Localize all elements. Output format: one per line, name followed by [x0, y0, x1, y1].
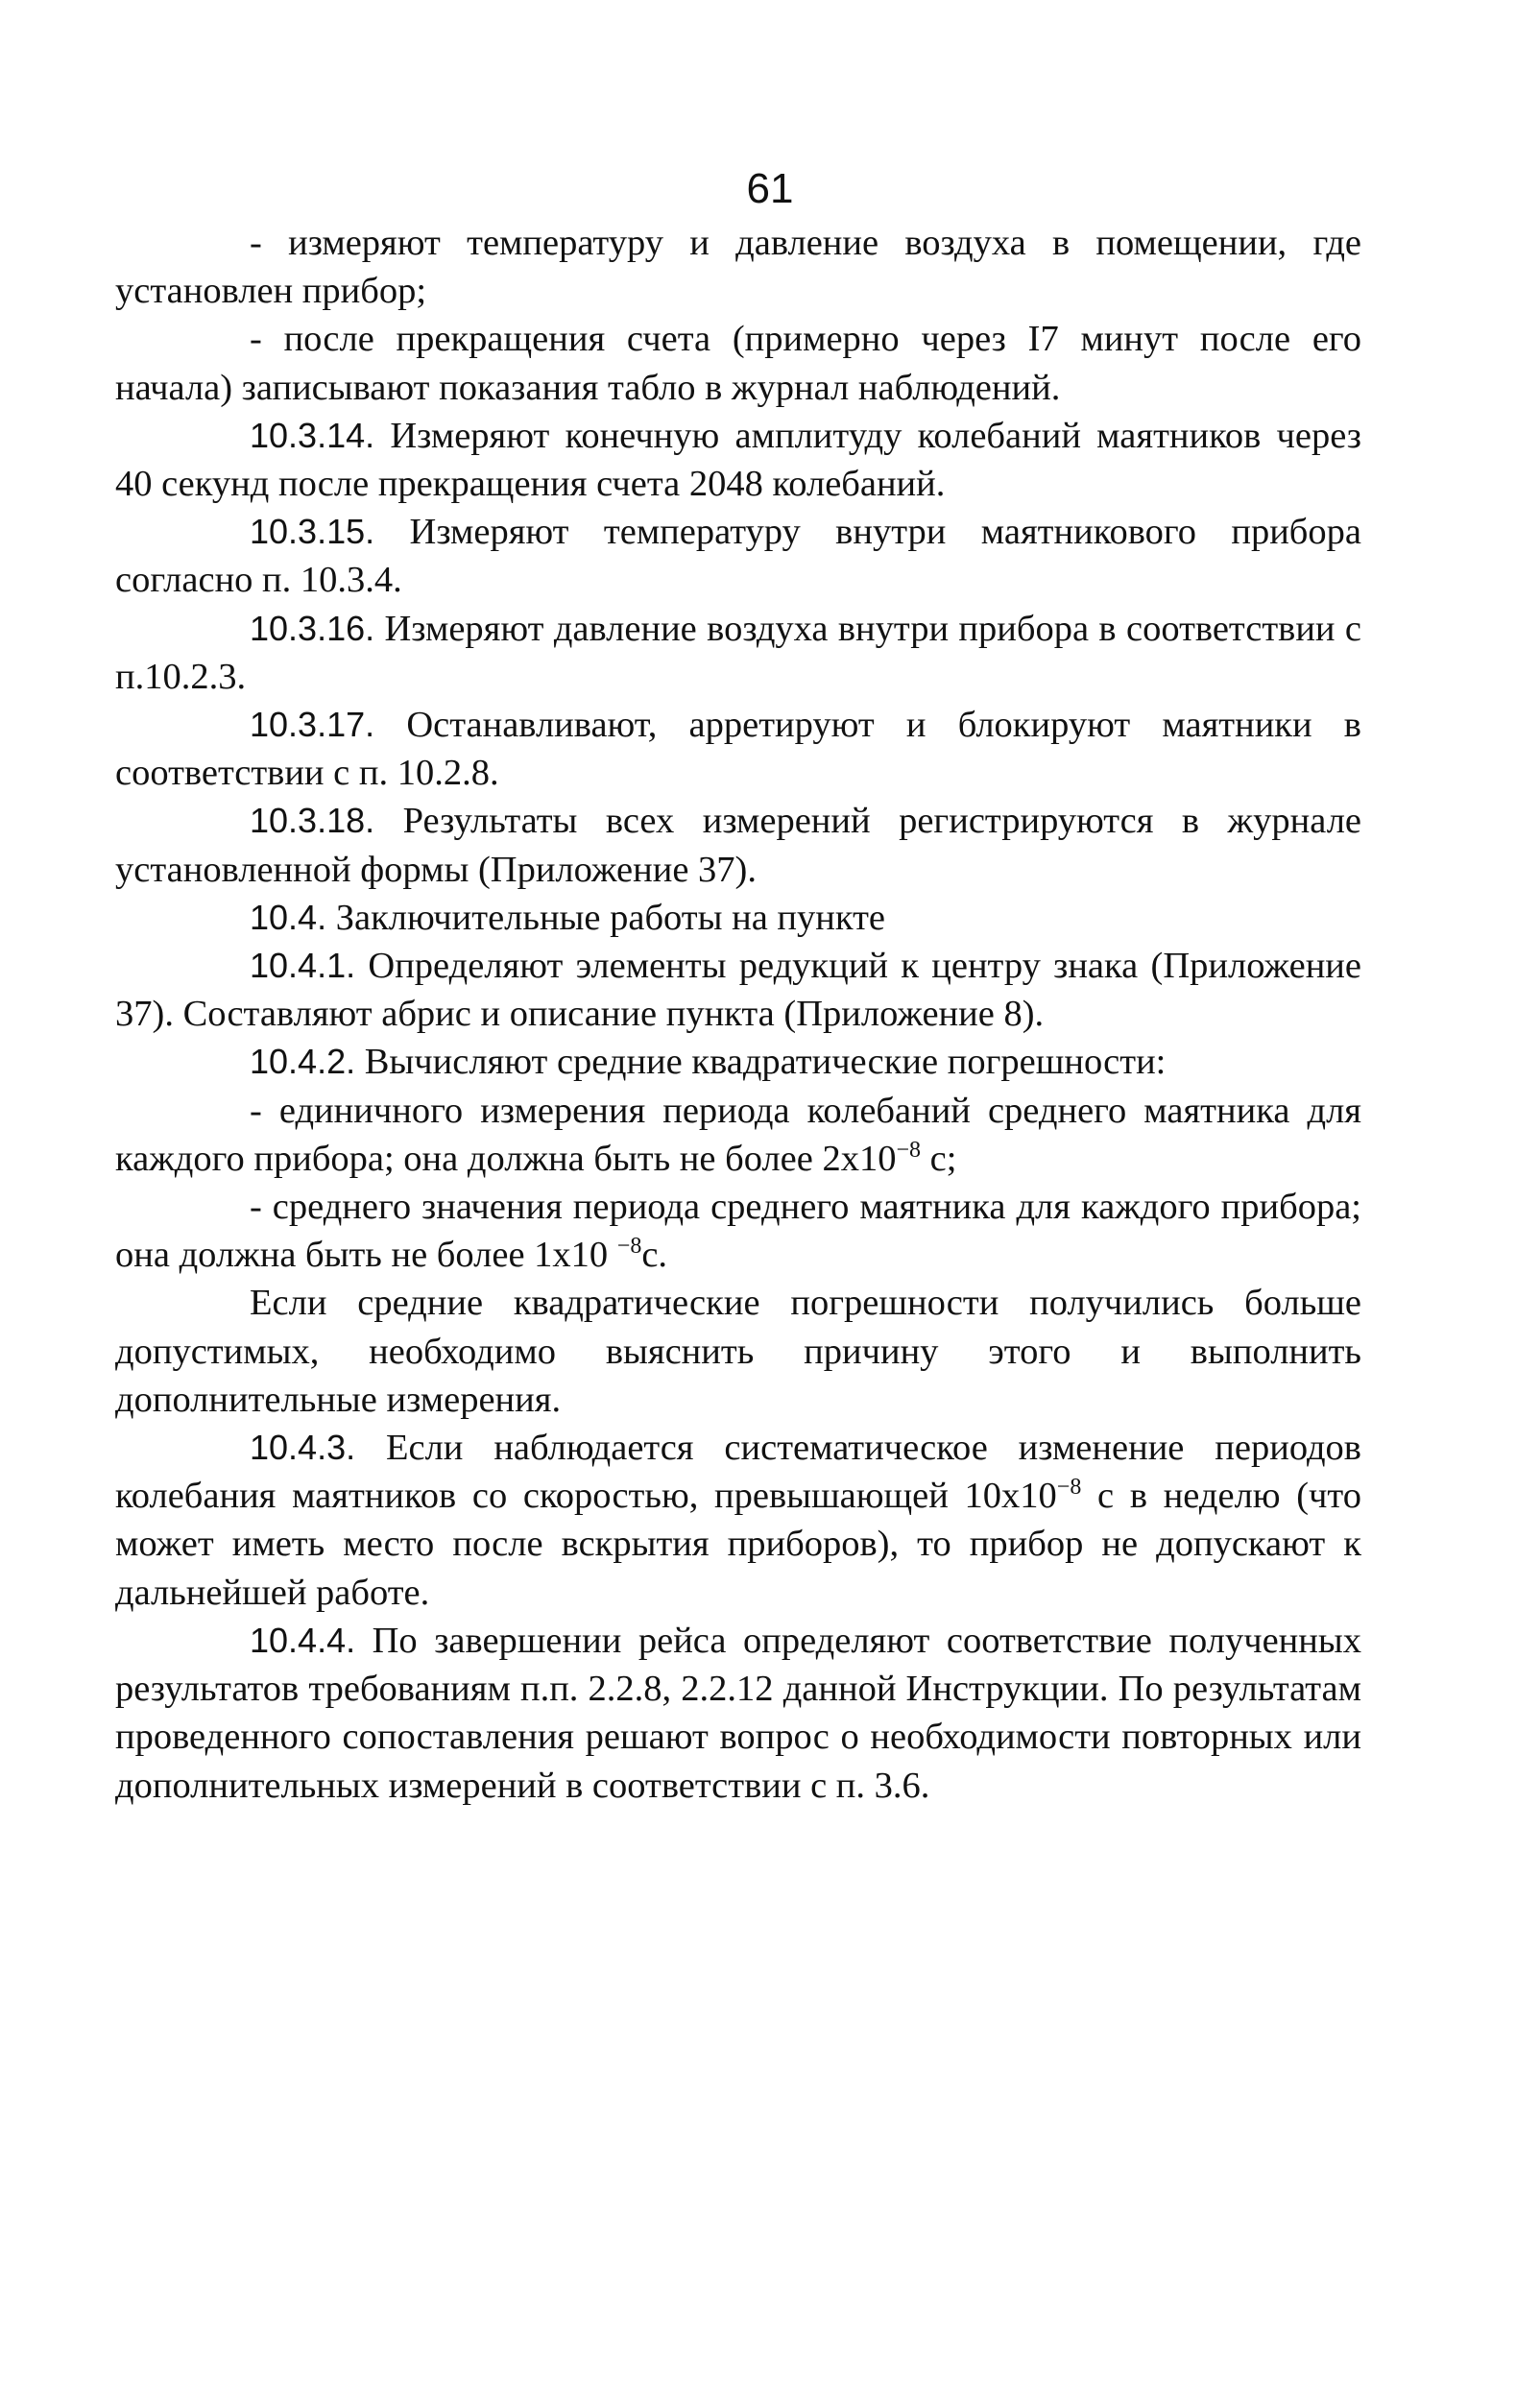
section-number: 10.3.17.: [250, 705, 375, 745]
paragraph: 10.3.15. Измеряют температуру внутри маятникового прибора согласно п. 10.3.4.: [115, 512, 1361, 601]
exponent: −8: [616, 1234, 642, 1260]
paragraph: 10.4.4. По завершении рейса определяют соответствие полученных результатов требованиям п.п. 2.2.8, 2.2.12 данной Инструкции. По результатам проведенного сопоставления решают вопрос о необходимости повторных или дополнительных измерений в соответствии с п. 3.6.: [115, 1620, 1361, 1806]
section-number: 10.4.2.: [250, 1042, 356, 1082]
paragraph: - после прекращения счета (примерно через I7 минут после его начала) записывают показания табло в журнал наблюдений.: [115, 319, 1361, 408]
section-number: 10.4.1.: [250, 946, 356, 986]
paragraph: 10.3.18. Результаты всех измерений регистрируются в журнале установленной формы (Приложение 37).: [115, 801, 1361, 890]
paragraph: Если средние квадратические погрешности получились больше допустимых, необходимо выяснить причину этого и выполнить дополнительные измерения.: [115, 1283, 1361, 1420]
exponent: −8: [1056, 1475, 1082, 1501]
paragraph: 10.4.1. Определяют элементы редукций к центру знака (Приложение 37). Составляют абрис и описание пункта (Приложение 8).: [115, 946, 1361, 1035]
paragraph: 10.4.3. Если наблюдается систематическое изменение периодов колебания маятников со скоростью, превышающей $10x10^{-8}$ с в неделю (что может иметь место после вскрытия приборов), то прибор не допускают к дальнейшей работе.: [115, 1428, 1361, 1613]
section-number: 10.4.3.: [250, 1428, 356, 1468]
section-number: 10.4.4.: [250, 1620, 356, 1660]
section-number: 10.3.15.: [250, 512, 375, 552]
paragraph: 10.3.17. Останавливают, арретируют и блокируют маятники в соответствии с п. 10.2.8.: [115, 705, 1361, 794]
document-body: [115, 219, 1361, 1810]
section-number: 10.4.: [250, 897, 327, 937]
paragraph: 10.4.2. Вычисляют средние квадратические погрешности:: [250, 1042, 1167, 1083]
section-number: 10.3.16.: [250, 608, 375, 648]
paragraph: 10.3.14. Измеряют конечную амплитуду колебаний маятников через 40 секунд после прекращения счета 2048 колебаний.: [115, 415, 1361, 505]
paragraph: - измеряют температуру и давление воздуха в помещении, где установлен прибор;: [115, 223, 1361, 312]
section-number: 10.3.18.: [250, 801, 375, 841]
exponent: −8: [896, 1137, 922, 1163]
paragraph: - среднего значения периода среднего маятника для каждого прибора; она должна быть не более 1x10 $^{-8}$с.: [115, 1187, 1361, 1276]
page-number: 61: [746, 165, 794, 212]
paragraph: - единичного измерения периода колебаний среднего маятника для каждого прибора; она должна быть не более $2x10^{-8}$ с;: [115, 1090, 1361, 1179]
paragraph: 10.3.16. Измеряют давление воздуха внутри прибора в соответствии с п.10.2.3.: [115, 608, 1361, 697]
section-number: 10.3.14.: [250, 415, 375, 455]
section-heading: 10.4. Заключительные работы на пункте: [250, 897, 885, 938]
